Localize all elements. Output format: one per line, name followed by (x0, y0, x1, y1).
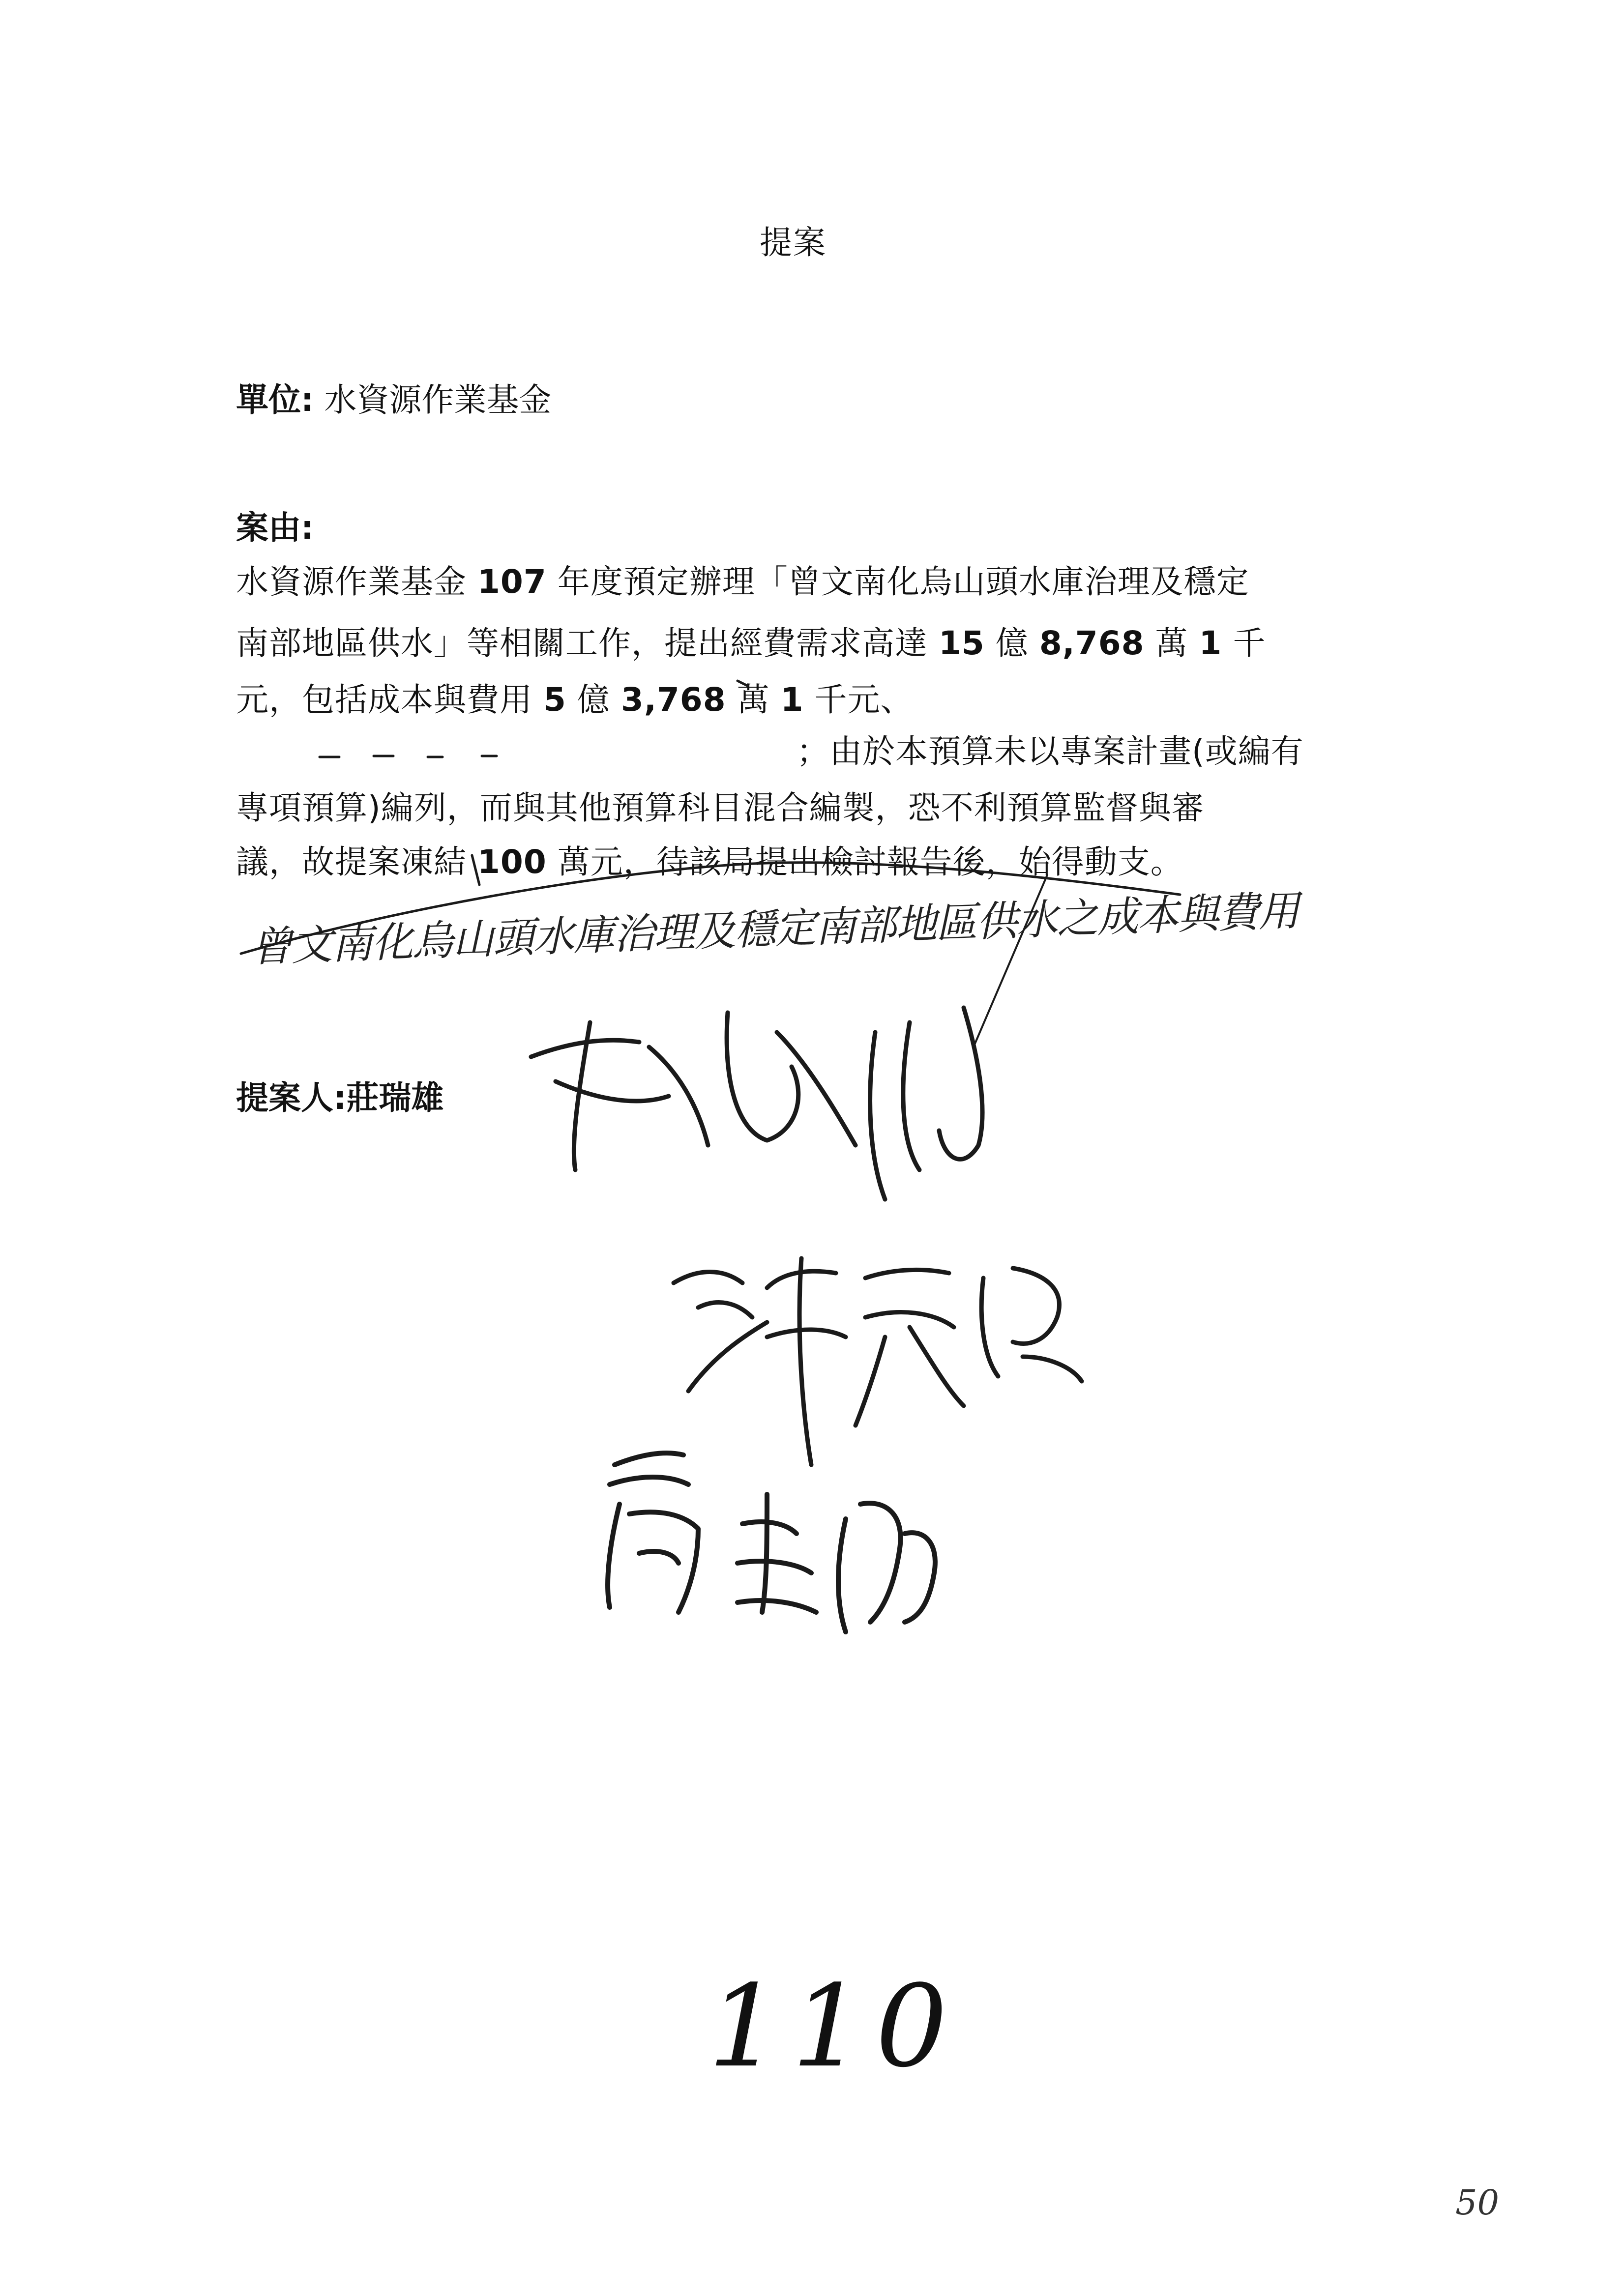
reason-label (236, 501, 314, 548)
body-number: 8,768 (1039, 624, 1145, 662)
corner-page-number: 50 (1455, 2182, 1500, 2223)
body-text: ；由於本預算未以專案計畫(或編有 (797, 732, 1304, 770)
body-line-5 (236, 782, 1205, 828)
proposer-name: 莊瑞雄 (346, 1079, 444, 1117)
handwritten-insert: 曾文南化烏山頭水庫治理及穩定南部地區供水之成本與費用 (250, 886, 1299, 971)
body-number: 3,768 (620, 681, 726, 719)
body-text: 專項預算)編列，而與其他預算科目混合編製，恐不利預算監督與審 (236, 789, 1205, 827)
signature-3 (608, 1453, 935, 1632)
body-number: 1 (1199, 624, 1222, 662)
body-line-6 (236, 836, 1183, 882)
proposer-label: 提案人: (236, 1079, 347, 1117)
body-text: 南部地區供水」等相關工作，提出經費需求高達 (236, 624, 939, 662)
unit-line (236, 374, 551, 420)
reason-label-text: 案由: (236, 509, 314, 547)
unit-label: 單位: (236, 381, 314, 419)
proposer-line (236, 1072, 443, 1118)
body-number: 5 (543, 681, 566, 719)
body-text: 元，包括成本與費用 (236, 681, 543, 719)
body-number: 1 (780, 681, 804, 719)
body-number: 100 (477, 843, 547, 881)
body-text: 億 (566, 681, 621, 719)
signature-2 (674, 1258, 1082, 1465)
body-text: 萬 (726, 681, 781, 719)
handwritten-page-number: 110 (708, 1961, 959, 2093)
body-text: 萬元，待該局提出檢討報告後，始得動支。 (546, 843, 1183, 881)
body-number: 107 (477, 563, 547, 601)
body-line-4 (797, 725, 1304, 772)
body-text: 萬 (1144, 624, 1199, 662)
body-text: 千 (1222, 624, 1266, 662)
body-line-3 (236, 673, 914, 720)
body-text: 千元、 (803, 681, 914, 719)
body-text: 年度預定辦理「曾文南化烏山頭水庫治理及穩定 (546, 563, 1249, 601)
signature-1 (531, 1008, 982, 1199)
body-text: 議，故提案凍結 (236, 843, 477, 881)
body-text: 億 (984, 624, 1039, 662)
body-number: 15 (938, 624, 985, 662)
body-line-2 (236, 617, 1266, 664)
body-text: 水資源作業基金 (236, 563, 477, 601)
body-line-1 (236, 555, 1249, 602)
unit-value: 水資源作業基金 (324, 381, 552, 419)
document-title: 提案 (760, 224, 827, 262)
